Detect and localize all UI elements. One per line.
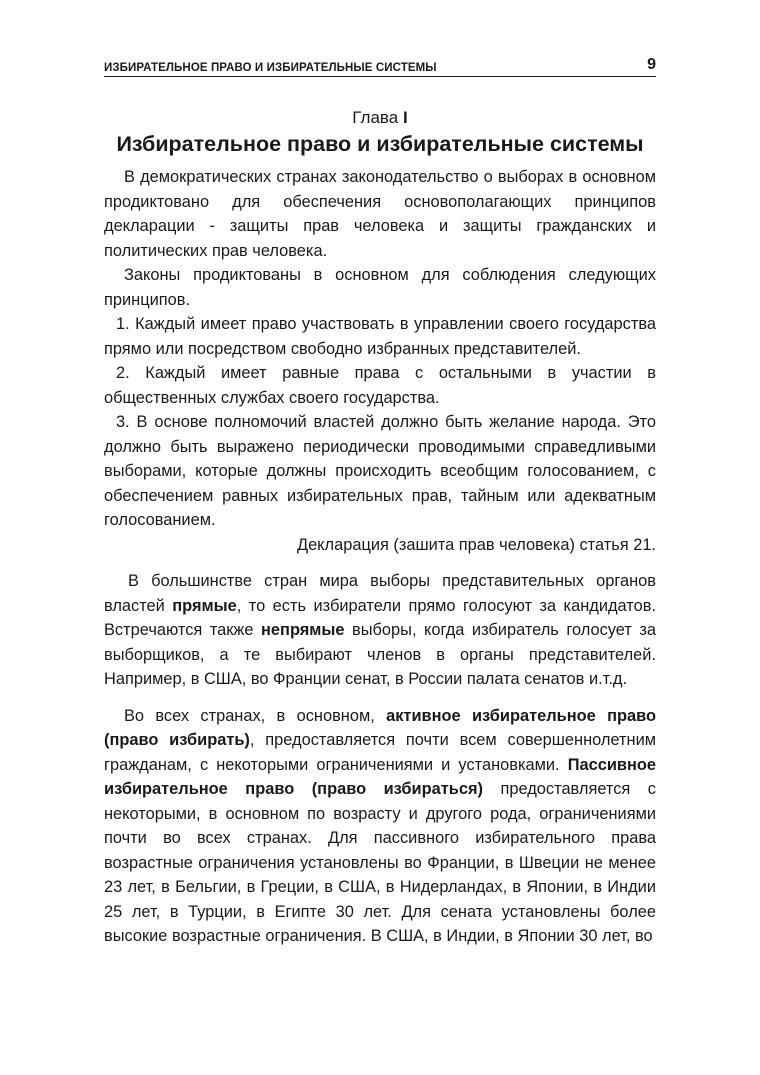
text-run: , то есть избиратели прямо голосуют за кандидатов. Встречаются также	[104, 596, 656, 639]
intro-paragraph: В демократических странах законодательство о выборах в основном продиктовано для обеспечения основополагающих принципов декларации - защиты прав человека и защиты гражданских и политических прав человека.	[104, 168, 656, 260]
chapter-label	[104, 107, 656, 129]
chapter-numeral: I	[402, 108, 408, 127]
principle-item: 2. Каждый имеет равные права с остальными в участии в общественных службах своего государства.	[104, 364, 656, 407]
paragraph-gap	[104, 692, 656, 704]
running-title: ИЗБИРАТЕЛЬНОЕ ПРАВО И ИЗБИРАТЕЛЬНЫЕ СИСТЕМЫ	[104, 62, 437, 74]
bold-term: прямые	[172, 596, 237, 615]
page-number: 9	[647, 56, 656, 73]
citation: Декларация (зашита прав человека) статья 21.	[296, 535, 656, 554]
intro-paragraph: Законы продиктованы в основном для соблюдения следующих принципов.	[104, 266, 656, 309]
text-run: В большинстве стран мира выборы представительных органов властей	[104, 572, 656, 615]
bold-term: Пассивное избирательное право (право избираться)	[104, 755, 656, 798]
text-run: предоставляется с некоторыми, в основном по возрасту и другого рода, ограничениями почти во всех странах. Для пассивного избирательного права возрастные ограничения установлены во Франции, в Швеции не менее 23 лет, в Бельгии, в Греции, в США, в Нидерландах, в Японии, в Индии 25 лет, в Турции, в Египте 30 лет. Для сената установлены более высокие возрастные ограничения. В США, в Индии, в Японии 30 лет, во	[104, 780, 656, 945]
running-header	[104, 52, 656, 77]
bold-term: активное избирательное право (право избирать)	[104, 706, 656, 749]
book-page	[104, 52, 656, 949]
chapter-title: Избирательное право и избирательные системы	[116, 132, 644, 156]
text-run: выборы, когда избиратель голосует за выборщиков, а те выбирают членов в органы представителей. Например, в США, во Франции сенат, в России палата сенатов и.т.д.	[104, 621, 657, 688]
text-run: , предоставляется почти всем совершеннолетним гражданам, с некоторыми ограничениями и установками.	[104, 731, 656, 774]
bold-term: непрямые	[261, 621, 345, 639]
text-run: Во всех странах, в основном,	[124, 706, 387, 725]
body-paragraph	[104, 569, 656, 692]
chapter-word: Глава	[352, 108, 399, 127]
principle-item: 1. Каждый имеет право участвовать в управлении своего государства прямо или посредством свободно избранных представителей.	[104, 315, 656, 358]
principle-item: 3. В основе полномочий властей должно быть желание народа. Это должно быть выражено периодически проводимыми справедливыми выборами, которые должны происходить всеобщим голосованием, с обеспечением равных избирательных прав, тайным или адекватным голосованием.	[104, 413, 656, 529]
body-paragraph	[104, 704, 656, 949]
